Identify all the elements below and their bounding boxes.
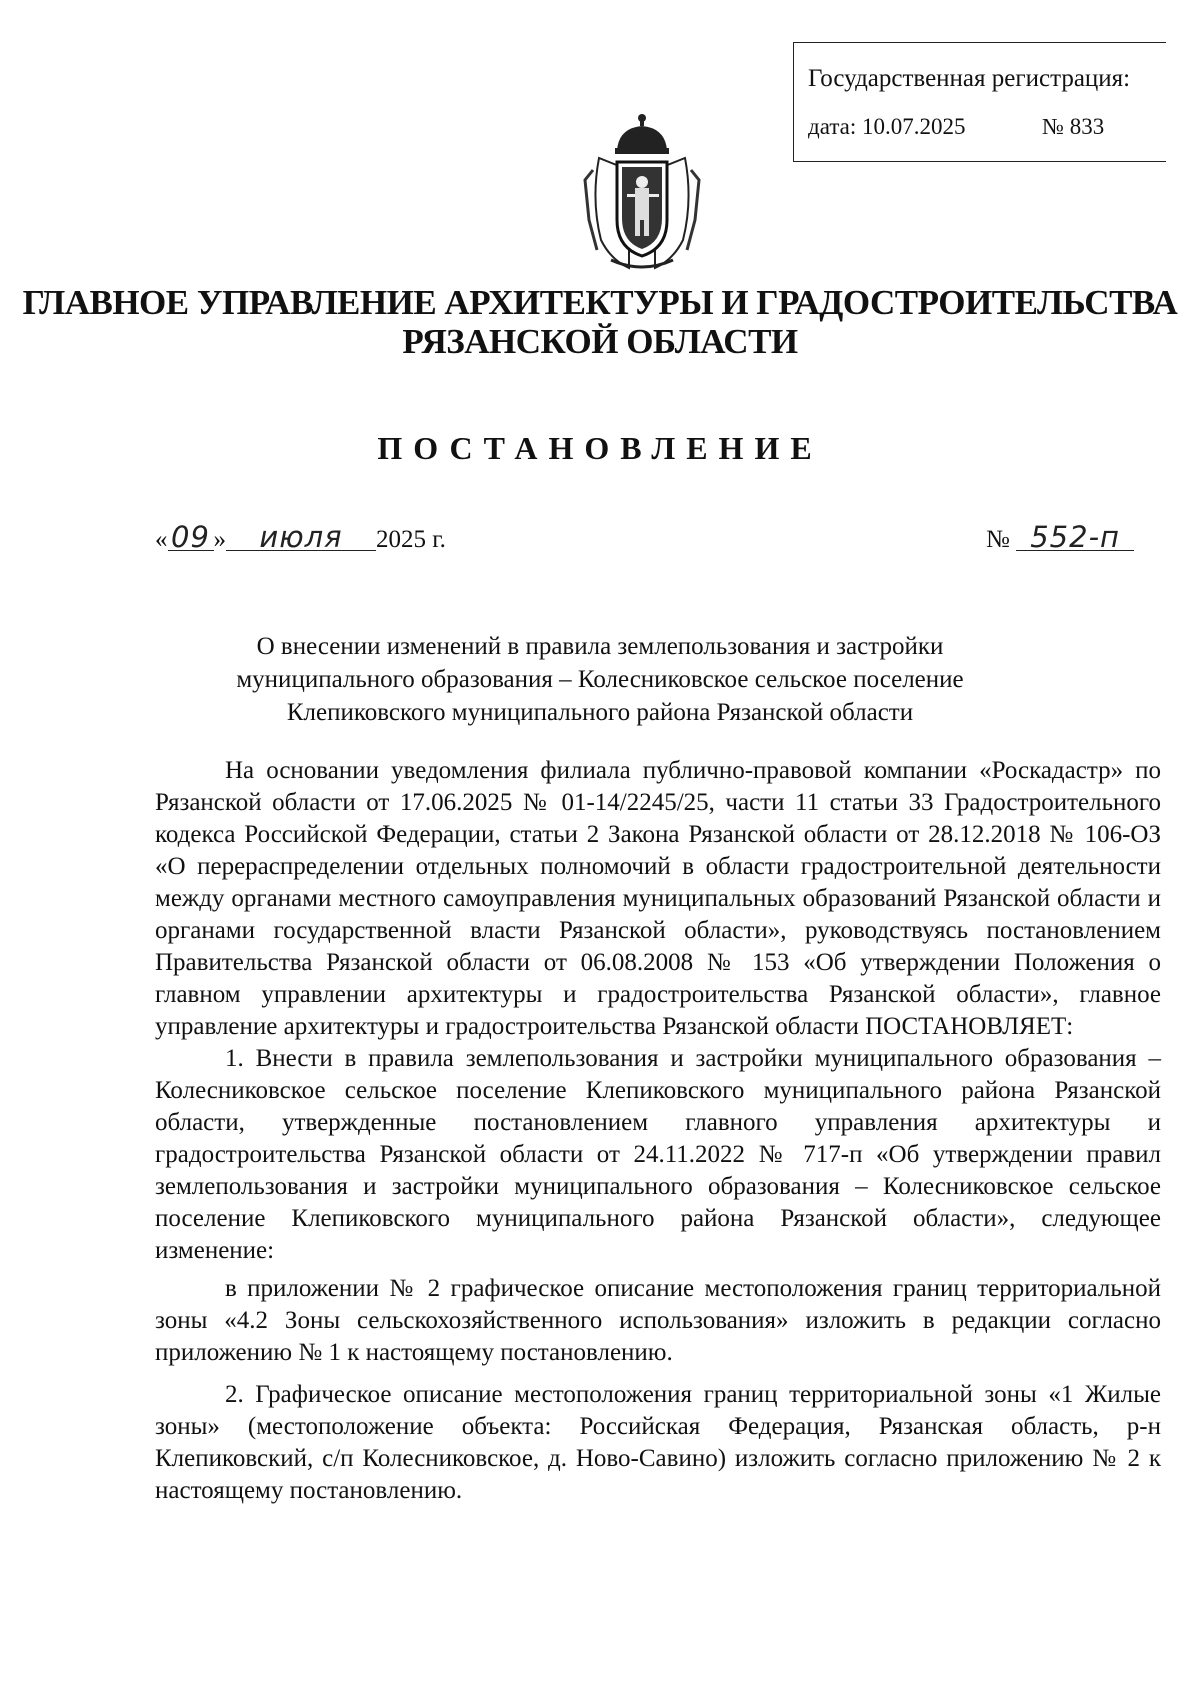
decree-year: 2025 г. (376, 526, 446, 553)
decree-number-block (986, 520, 1134, 554)
organization-name-line1: ГЛАВНОЕ УПРАВЛЕНИЕ АРХИТЕКТУРЫ И ГРАДОСТРОИТЕЛЬСТВА (22, 283, 1178, 322)
registration-number: № 833 (1042, 114, 1105, 139)
item-1-paragraph: 1. Внести в правила землепользования и застройки муниципального образования – Колесниковское сельское поселение Клепиковского муниципального района Рязанской области, утвержденные постановлением главного управления архитектуры и градостроительства Рязанской области от 24.11.2022 № 717-п «Об утверждении правил землепользования и застройки муниципального образования – Колесниковское сельское поселение Клепиковского муниципального района Рязанской области», следующее изменение: (155, 1045, 1161, 1264)
subject-line3: Клепиковского муниципального района Рязанской области (286, 699, 914, 726)
subject-line1: О внесении изменений в правила землепользования и застройки (256, 633, 944, 660)
decree-subject (0, 630, 1200, 729)
decree-number: 552-п (1016, 524, 1134, 551)
decree-day: 09 (168, 524, 214, 551)
registration-stamp (793, 42, 1166, 162)
document-type-title: ПОСТАНОВЛЕНИЕ (377, 430, 823, 466)
decree-month: июля (226, 524, 376, 551)
item-1-sub-paragraph: в приложении № 2 графическое описание местоположения границ территориальной зоны «4.2 Зоны сельскохозяйственного использования» изложить в редакции согласно приложению № 1 к настоящему постановлению. (155, 1275, 1161, 1366)
decree-body (155, 755, 1161, 1507)
subject-line2: муниципального образования – Колесниковское сельское поселение (236, 666, 964, 693)
decree-number-sign: № (986, 526, 1010, 553)
date-close-quote: » (213, 526, 226, 553)
coat-of-arms-icon (571, 110, 713, 278)
item-2-paragraph: 2. Графическое описание местоположения границ территориальной зоны «1 Жилые зоны» (местоположение объекта: Российская Федерация, Рязанская область, р-н Клепиковский, с/п Колесниковское, д. Ново-Савино) изложить согласно приложению № 2 к настоящему постановлению. (155, 1381, 1161, 1504)
decree-date (155, 520, 446, 554)
preamble-paragraph: На основании уведомления филиала публично-правовой компании «Роскадастр» по Рязанской области от 17.06.2025 № 01-14/2245/25, части 11 статьи 33 Градостроительного кодекса Российской Федерации, статьи 2 Закона Рязанской области от 28.12.2018 № 106-ОЗ «О перераспределении отдельных полномочий в области градостроительной деятельности между органами местного самоуправления муниципальных образований Рязанской области и органами государственной власти Рязанской области», руководствуясь постановлением Правительства Рязанской области от 06.08.2008 № 153 «Об утверждении Положения о главном управлении архитектуры и градостроительства Рязанской области», главное управление архитектуры и градостроительства Рязанской области ПОСТАНОВЛЯЕТ: (155, 757, 1161, 1040)
registration-date: дата: 10.07.2025 (808, 114, 966, 139)
organization-name-line2: РЯЗАНСКОЙ ОБЛАСТИ (402, 322, 798, 361)
registration-title: Государственная регистрация: (808, 65, 1131, 92)
date-open-quote: « (155, 526, 168, 553)
